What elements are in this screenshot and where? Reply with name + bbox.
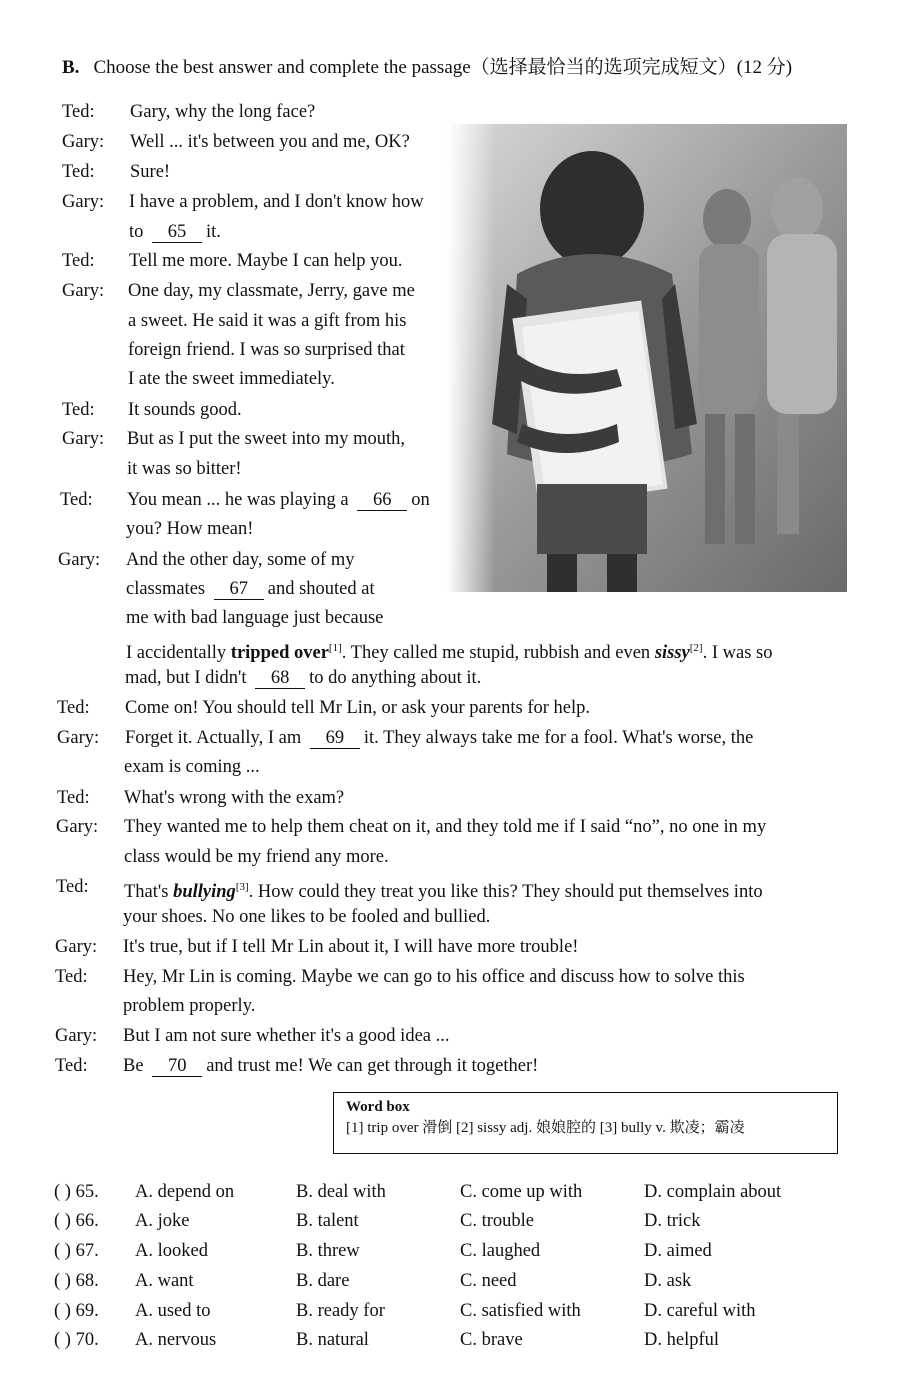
dialogue-text: Come on! You should tell Mr Lin, or ask your parents for help. [125, 698, 591, 718]
answer-option: D. helpful [644, 1330, 720, 1350]
dialogue-text: it. They always take me for a fool. What's worse, the [363, 728, 754, 748]
dialogue-speaker: Gary: [55, 1026, 98, 1046]
dialogue-line [123, 1052, 538, 1080]
dialogue-text: It's true, but if I tell Mr Lin about it, I will have more trouble! [123, 937, 579, 957]
dialogue-line [125, 724, 753, 752]
dialogue-line [127, 425, 405, 453]
question-number: ( ) 69. [54, 1301, 99, 1321]
dialogue-line [123, 903, 490, 931]
dialogue-speaker: Gary: [62, 429, 105, 449]
dialogue-speaker: Ted: [62, 162, 95, 182]
bold-italic-term: bullying [173, 882, 236, 903]
dialogue-text: foreign friend. I was so surprised that [128, 340, 405, 360]
footnote-ref: [2] [689, 642, 703, 654]
answer-option: A. used to [135, 1301, 211, 1321]
dialogue-text: But as I put the sweet into my mouth, [127, 429, 405, 449]
dialogue-speaker: Ted: [62, 102, 95, 122]
answer-blank: 68 [255, 668, 305, 689]
dialogue-text: mad, but I didn't [125, 668, 252, 688]
dialogue-line [126, 604, 383, 632]
dialogue-text: problem properly. [123, 996, 256, 1016]
dialogue-speaker: Gary: [57, 728, 100, 748]
dialogue-text: But I am not sure whether it's a good idea ... [123, 1026, 450, 1046]
footnote-ref: [1] [328, 642, 342, 654]
answer-option: D. complain about [644, 1182, 782, 1202]
answer-option: A. depend on [135, 1182, 235, 1202]
dialogue-line [128, 396, 242, 424]
footnote-ref: [3] [235, 881, 249, 893]
dialogue-text: That's [124, 882, 174, 903]
dialogue-line [125, 664, 481, 692]
question-number: ( ) 70. [54, 1330, 99, 1350]
answer-option: B. deal with [296, 1182, 386, 1202]
dialogue-text: What's wrong with the exam? [124, 788, 345, 808]
answer-option: A. joke [135, 1211, 190, 1231]
dialogue-text: I ate the sweet immediately. [128, 369, 335, 389]
dialogue-speaker: Ted: [55, 967, 88, 987]
dialogue-line [124, 784, 344, 812]
dialogue-line [128, 307, 406, 335]
answer-option: B. threw [296, 1241, 360, 1261]
word-box [333, 1092, 838, 1154]
dialogue-speaker: Gary: [62, 281, 105, 301]
dialogue-speaker: Gary: [56, 817, 99, 837]
dialogue-line [124, 813, 766, 841]
dialogue-text: You mean ... he was playing a [127, 490, 354, 510]
answer-option: B. talent [296, 1211, 359, 1231]
dialogue-text: I accidentally [126, 643, 231, 664]
answer-option: B. natural [296, 1330, 369, 1350]
boy-photo [447, 124, 847, 592]
dialogue-text: Tell me more. Maybe I can help you. [129, 251, 403, 271]
dialogue-text: exam is coming ... [124, 757, 260, 777]
question-number: ( ) 66. [54, 1211, 99, 1231]
dialogue-text: it was so bitter! [127, 459, 242, 479]
dialogue-text: it. [206, 222, 221, 242]
dialogue-text: Hey, Mr Lin is coming. Maybe we can go to his office and discuss how to solve this [123, 967, 745, 987]
dialogue-line [129, 218, 221, 246]
bold-italic-term: sissy [654, 643, 690, 664]
dialogue-speaker: Gary: [55, 937, 98, 957]
dialogue-text: Be [123, 1056, 149, 1076]
dialogue-speaker: Gary: [58, 550, 101, 570]
dialogue-speaker: Ted: [55, 1056, 88, 1076]
dialogue-line [125, 694, 590, 722]
dialogue-text: your shoes. No one likes to be fooled and bullied. [123, 907, 491, 927]
dialogue-speaker: Gary: [62, 192, 105, 212]
dialogue-speaker: Ted: [60, 490, 93, 510]
dialogue-line [123, 933, 578, 961]
dialogue-text: on [411, 490, 430, 510]
dialogue-text: It sounds good. [128, 400, 242, 420]
answer-option: D. aimed [644, 1241, 712, 1261]
dialogue-line [123, 1022, 450, 1050]
bold-term: tripped over [230, 643, 329, 664]
dialogue-line [123, 963, 745, 991]
question-number: ( ) 68. [54, 1271, 99, 1291]
dialogue-text: . I was so [702, 643, 773, 664]
dialogue-speaker: Ted: [62, 400, 95, 420]
answer-option: C. trouble [460, 1211, 534, 1231]
answer-option: D. careful with [644, 1301, 756, 1321]
answer-option: C. brave [460, 1330, 523, 1350]
answer-option: B. ready for [296, 1301, 385, 1321]
answer-option: C. need [460, 1271, 517, 1291]
dialogue-line [130, 98, 315, 126]
dialogue-text: and shouted at [267, 579, 375, 599]
dialogue-line [130, 158, 170, 186]
answer-blank: 67 [214, 579, 264, 600]
section-label: B. [62, 57, 80, 78]
dialogue-speaker: Ted: [56, 877, 89, 897]
answer-option: C. come up with [460, 1182, 583, 1202]
dialogue-text: Gary, why the long face? [130, 102, 316, 122]
answer-option: B. dare [296, 1271, 350, 1291]
dialogue-line [129, 188, 424, 216]
dialogue-text: . They called me stupid, rubbish and even [341, 643, 655, 664]
dialogue-speaker: Ted: [62, 251, 95, 271]
dialogue-line [126, 634, 772, 667]
word-box-title: Word box [346, 1099, 410, 1115]
dialogue-text: . How could they treat you like this? They should put themselves into [248, 882, 763, 903]
dialogue-text: I have a problem, and I don't know how [129, 192, 424, 212]
dialogue-line [128, 336, 405, 364]
dialogue-line [128, 365, 335, 393]
dialogue-line [127, 486, 430, 514]
dialogue-line [124, 873, 763, 906]
dialogue-line [124, 843, 389, 871]
answer-blank: 70 [152, 1056, 202, 1077]
dialogue-text: me with bad language just because [126, 608, 384, 628]
dialogue-text: Sure! [130, 162, 171, 182]
dialogue-text: to do anything about it. [309, 668, 482, 688]
answer-option: C. satisfied with [460, 1301, 581, 1321]
answer-option: A. nervous [135, 1330, 217, 1350]
dialogue-line [126, 546, 354, 574]
dialogue-line [124, 753, 260, 781]
dialogue-text: a sweet. He said it was a gift from his [128, 311, 407, 331]
dialogue-text: Well ... it's between you and me, OK? [130, 132, 410, 152]
dialogue-line [123, 992, 255, 1020]
dialogue-text: And the other day, some of my [126, 550, 355, 570]
question-number: ( ) 67. [54, 1241, 99, 1261]
dialogue-line [128, 277, 415, 305]
answer-option: D. ask [644, 1271, 692, 1291]
dialogue-text: class would be my friend any more. [124, 847, 389, 867]
dialogue-line [126, 515, 253, 543]
dialogue-line [127, 455, 242, 483]
answer-blank: 65 [152, 222, 202, 243]
answer-option: A. want [135, 1271, 194, 1291]
section-instruction: Choose the best answer and complete the passage（选择最恰当的选项完成短文）(12 分) [93, 57, 793, 78]
dialogue-text: to [129, 222, 149, 242]
dialogue-text: classmates [126, 579, 210, 599]
section-heading [62, 52, 792, 79]
answer-blank: 69 [310, 728, 360, 749]
dialogue-line [126, 575, 375, 603]
answer-option: C. laughed [460, 1241, 541, 1261]
dialogue-speaker: Ted: [57, 788, 90, 808]
dialogue-line [130, 128, 410, 156]
answer-option: A. looked [135, 1241, 208, 1261]
question-number: ( ) 65. [54, 1182, 99, 1202]
answer-option: D. trick [644, 1211, 701, 1231]
dialogue-text: They wanted me to help them cheat on it, and they told me if I said “no”, no one in my [124, 817, 767, 837]
dialogue-text: and trust me! We can get through it together! [206, 1056, 539, 1076]
dialogue-speaker: Ted: [57, 698, 90, 718]
dialogue-speaker: Gary: [62, 132, 105, 152]
dialogue-text: you? How mean! [126, 519, 254, 539]
dialogue-line [129, 247, 403, 275]
dialogue-text: One day, my classmate, Jerry, gave me [128, 281, 415, 301]
word-box-entries: [1] trip over 滑倒 [2] sissy adj. 娘娘腔的 [3] bully v. 欺凌；霸凌 [346, 1120, 745, 1136]
dialogue-text: Forget it. Actually, I am [125, 728, 306, 748]
answer-blank: 66 [357, 490, 407, 511]
